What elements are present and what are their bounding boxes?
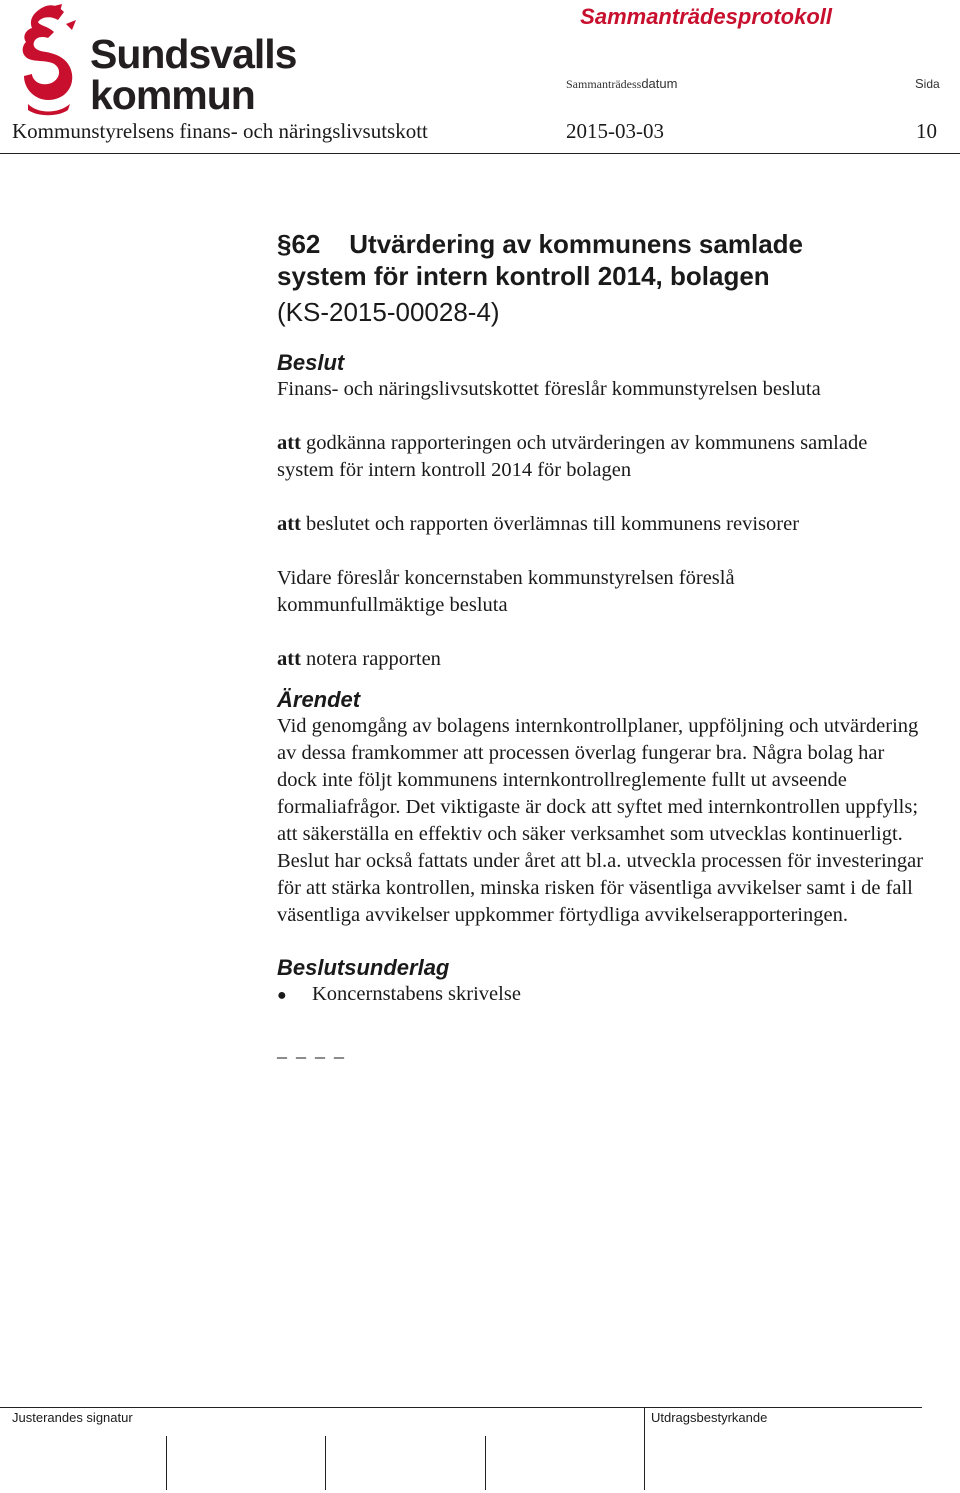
date-label-suffix: datum (641, 76, 678, 91)
committee-name: Kommunstyrelsens finans- och näringslivsutskott (12, 119, 428, 143)
certification-label: Utdragsbestyrkande (651, 1410, 768, 1425)
beslut-item-1 (277, 430, 887, 484)
signature-box-divider (325, 1436, 326, 1490)
page-label (915, 76, 940, 91)
beslut-item-3 (277, 646, 937, 673)
section-title-line2: system för intern kontroll 2014, bolagen (277, 261, 770, 291)
date-label-prefix: Sammanträdess (566, 77, 642, 91)
att-keyword: att (277, 513, 301, 535)
att-keyword: att (277, 432, 301, 454)
end-marker: _ _ _ _ (277, 1039, 346, 1061)
beslut-further: Vidare föreslår koncernstaben kommunstyrelsen föreslå kommunfullmäktige besluta (277, 567, 735, 616)
page-number: 10 (916, 119, 937, 143)
list-item-text: Koncernstabens skrivelse (312, 983, 521, 1005)
date-label (566, 76, 677, 92)
beslut-item-2 (277, 511, 937, 538)
main-content (277, 228, 937, 1062)
arendet-heading: Ärendet (277, 687, 361, 712)
arendet-text: Vid genomgång av bolagens internkontrollplaner, uppföljning och utvärdering av dessa framkommer att processen överlag fungerar bra. Några bolag har dock inte följt kommunens internkontrollreglemente fullt ut avseende formaliafrågor. Det viktigaste är dock att syftet med internkontrollen uppfylls; att säkerställa en effektiv och säker verksamhet som utvecklas kontinuerligt. Beslut har också fattats under året att bl.a. utveckla processen för investeringar för att stärka kontrollen, minska risken för väsentliga avvikelser samt i de fall väsentliga avvikelser uppkommer förtydliga avvikelserapporteringen. (277, 715, 924, 926)
signature-box-divider (166, 1436, 167, 1490)
footer-divider (0, 1407, 922, 1408)
beslutsunderlag-heading: Beslutsunderlag (277, 955, 450, 980)
document-type: Sammanträdesprotokoll (580, 4, 832, 29)
logo-text-line1: Sundsvalls (90, 31, 297, 77)
signature-label: Justerandes signatur (12, 1410, 133, 1425)
beslut-intro: Finans- och näringslivsutskottet föreslår kommunstyrelsen besluta (277, 378, 821, 400)
list-item (277, 981, 937, 1009)
beslut-item-1-text: godkänna rapporteringen och utvärderingen av kommunens samlade system för intern kontroll 2014 för bolagen (277, 432, 868, 481)
bullet-icon: ● (277, 987, 287, 1004)
logo-text-line2: kommun (90, 72, 255, 118)
case-number: (KS-2015-00028-4) (277, 297, 500, 327)
dragon-emblem-icon (18, 4, 78, 116)
header-divider (0, 153, 960, 154)
signature-box-divider (485, 1436, 486, 1490)
att-keyword: att (277, 648, 301, 670)
beslut-heading: Beslut (277, 350, 345, 375)
section-title (277, 228, 937, 292)
footer-column-divider (644, 1408, 645, 1490)
beslut-item-3-text: notera rapporten (300, 648, 441, 670)
beslut-item-2-text: beslutet och rapporten överlämnas till kommunens revisorer (300, 513, 800, 535)
sundsvall-logo (18, 4, 308, 120)
section-title-line1: §62 Utvärdering av kommunens samlade (277, 229, 803, 259)
page-label-prefix: S (915, 76, 924, 91)
meeting-date: 2015-03-03 (566, 119, 664, 143)
page-label-suffix: ida (923, 77, 940, 91)
